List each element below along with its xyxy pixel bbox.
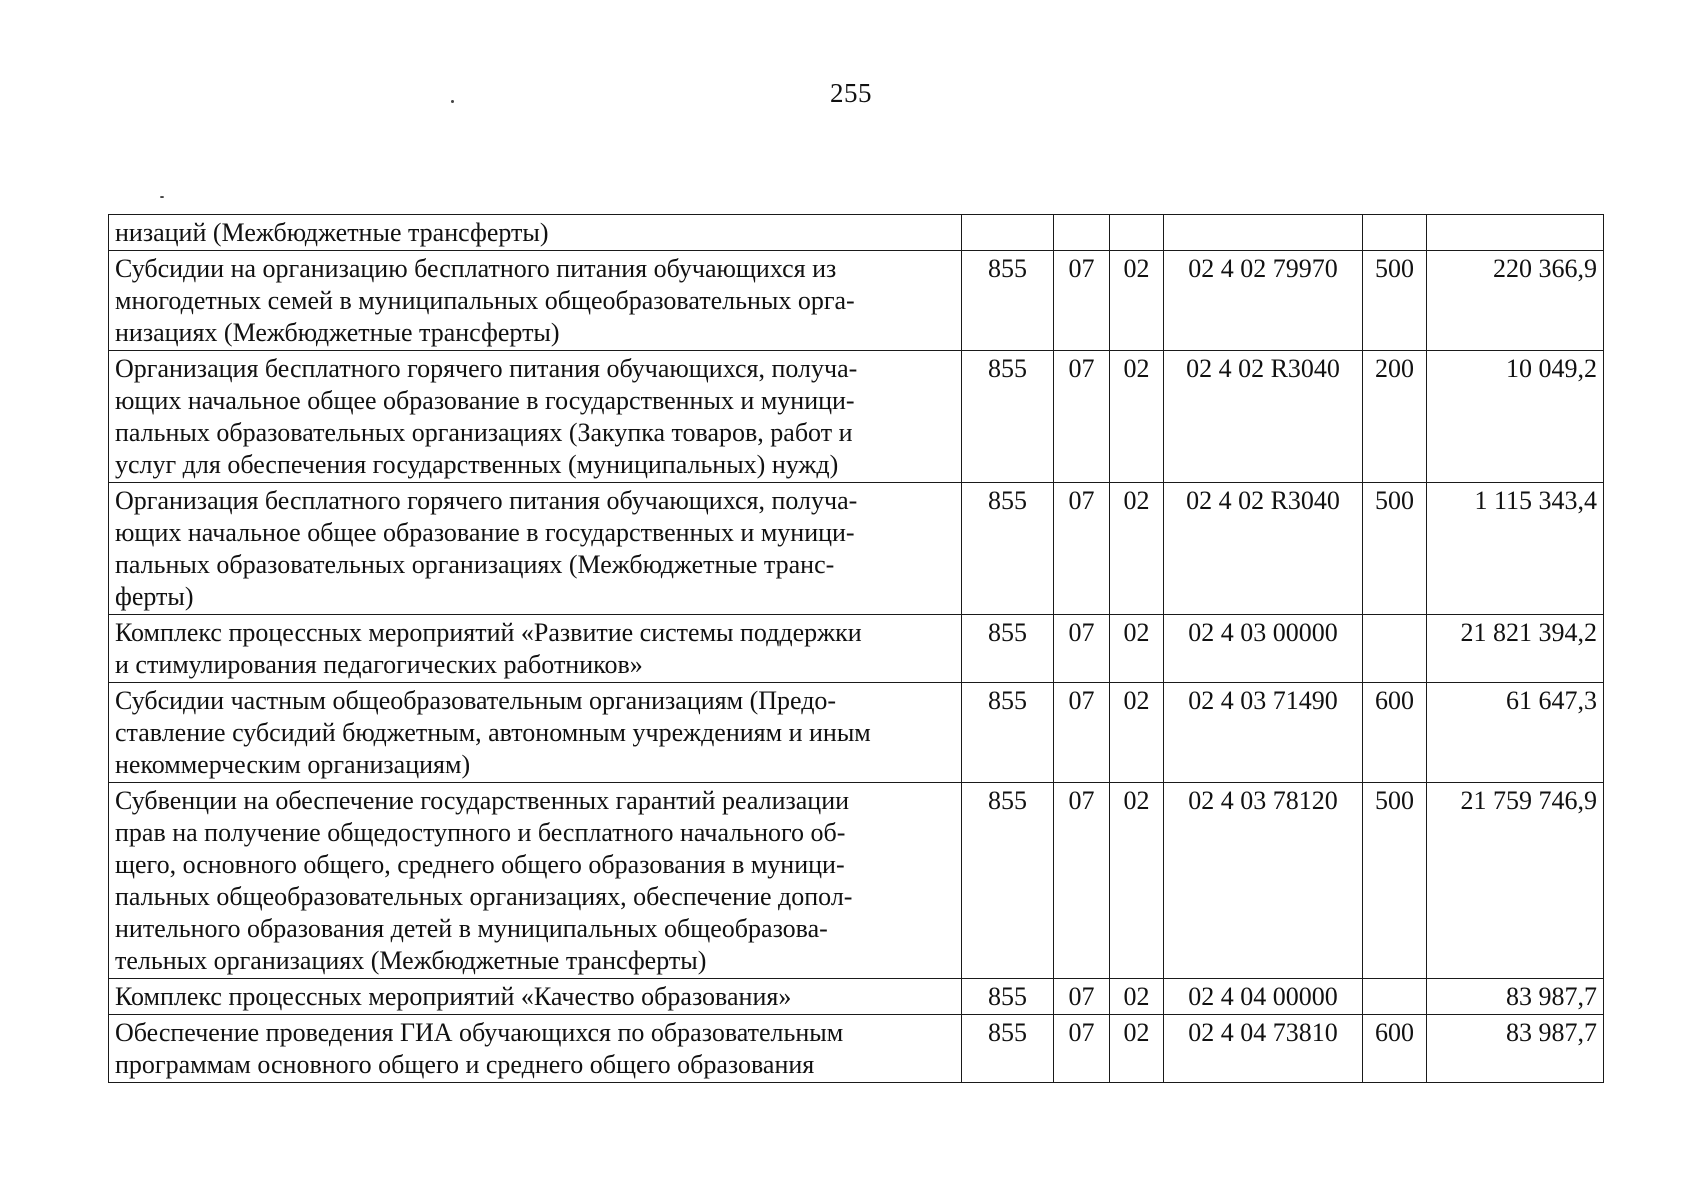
scan-speck	[451, 100, 454, 103]
description-line: ющих начальное общее образование в государственных и муници-	[115, 518, 855, 547]
table-row	[109, 251, 1604, 351]
description-line: пальных общеобразовательных организациях, обеспечение допол-	[115, 882, 853, 911]
description-line: программам основного общего и среднего общего образования	[115, 1050, 815, 1079]
description-line: Организация бесплатного горячего питания обучающихся, получа-	[115, 354, 858, 383]
expense-type-cell: 200	[1363, 351, 1427, 483]
subsection-code-cell: 02	[1110, 615, 1164, 683]
subsection-code-cell: 02	[1110, 483, 1164, 615]
table-row	[109, 215, 1604, 251]
amount-cell: 10 049,2	[1427, 351, 1604, 483]
description-cell	[109, 215, 962, 251]
ministry-code-cell: 855	[962, 351, 1054, 483]
amount-cell: 220 366,9	[1427, 251, 1604, 351]
amount-cell	[1427, 215, 1604, 251]
expense-type-cell: 600	[1363, 683, 1427, 783]
subsection-code-cell: 02	[1110, 351, 1164, 483]
section-code-cell: 07	[1054, 251, 1110, 351]
amount-cell: 83 987,7	[1427, 979, 1604, 1015]
description-line: пальных образовательных организациях (Межбюджетные транс-	[115, 550, 835, 579]
table-row	[109, 783, 1604, 979]
description-line: Комплекс процессных мероприятий «Качество образования»	[115, 982, 792, 1011]
section-code-cell: 07	[1054, 783, 1110, 979]
target-article-cell: 02 4 02 R3040	[1164, 351, 1363, 483]
ministry-code-cell: 855	[962, 783, 1054, 979]
amount-cell: 21 759 746,9	[1427, 783, 1604, 979]
description-line: тельных организациях (Межбюджетные трансферты)	[115, 946, 707, 975]
ministry-code-cell: 855	[962, 1015, 1054, 1083]
description-cell	[109, 615, 962, 683]
description-line: многодетных семей в муниципальных общеобразовательных орга-	[115, 286, 855, 315]
description-line: Субсидии частным общеобразовательным организациям (Предо-	[115, 686, 837, 715]
expense-type-cell: 600	[1363, 1015, 1427, 1083]
subsection-code-cell: 02	[1110, 1015, 1164, 1083]
description-line: Организация бесплатного горячего питания обучающихся, получа-	[115, 486, 858, 515]
expense-type-cell: 500	[1363, 483, 1427, 615]
section-code-cell: 07	[1054, 351, 1110, 483]
target-article-cell: 02 4 04 73810	[1164, 1015, 1363, 1083]
ministry-code-cell: 855	[962, 483, 1054, 615]
target-article-cell: 02 4 02 R3040	[1164, 483, 1363, 615]
target-article-cell: 02 4 03 00000	[1164, 615, 1363, 683]
description-cell	[109, 979, 962, 1015]
target-article-cell: 02 4 02 79970	[1164, 251, 1363, 351]
description-cell	[109, 251, 962, 351]
description-cell	[109, 783, 962, 979]
description-line: и стимулирования педагогических работников»	[115, 650, 643, 679]
section-code-cell	[1054, 215, 1110, 251]
section-code-cell: 07	[1054, 979, 1110, 1015]
description-cell	[109, 483, 962, 615]
description-line: щего, основного общего, среднего общего образования в муници-	[115, 850, 845, 879]
section-code-cell: 07	[1054, 483, 1110, 615]
expense-type-cell	[1363, 979, 1427, 1015]
expense-type-cell: 500	[1363, 251, 1427, 351]
description-line: Комплекс процессных мероприятий «Развитие системы поддержки	[115, 618, 862, 647]
amount-cell: 1 115 343,4	[1427, 483, 1604, 615]
description-line: нительного образования детей в муниципальных общеобразова-	[115, 914, 828, 943]
description-line: услуг для обеспечения государственных (муниципальных) нужд)	[115, 450, 839, 479]
table-row	[109, 979, 1604, 1015]
description-line: Субсидии на организацию бесплатного питания обучающихся из	[115, 254, 837, 283]
description-line: низаций (Межбюджетные трансферты)	[115, 218, 549, 247]
budget-table	[108, 214, 1604, 1083]
table-row	[109, 1015, 1604, 1083]
expense-type-cell: 500	[1363, 783, 1427, 979]
amount-cell: 21 821 394,2	[1427, 615, 1604, 683]
table-row	[109, 683, 1604, 783]
expense-type-cell	[1363, 615, 1427, 683]
ministry-code-cell	[962, 215, 1054, 251]
subsection-code-cell: 02	[1110, 683, 1164, 783]
table-row	[109, 615, 1604, 683]
subsection-code-cell: 02	[1110, 979, 1164, 1015]
description-cell	[109, 1015, 962, 1083]
scan-speck	[160, 196, 164, 198]
ministry-code-cell: 855	[962, 683, 1054, 783]
section-code-cell: 07	[1054, 683, 1110, 783]
target-article-cell: 02 4 04 00000	[1164, 979, 1363, 1015]
description-line: Обеспечение проведения ГИА обучающихся по образовательным	[115, 1018, 844, 1047]
description-line: ющих начальное общее образование в государственных и муници-	[115, 386, 855, 415]
target-article-cell: 02 4 03 78120	[1164, 783, 1363, 979]
description-cell	[109, 683, 962, 783]
ministry-code-cell: 855	[962, 979, 1054, 1015]
section-code-cell: 07	[1054, 615, 1110, 683]
amount-cell: 61 647,3	[1427, 683, 1604, 783]
description-line: прав на получение общедоступного и бесплатного начального об-	[115, 818, 846, 847]
target-article-cell	[1164, 215, 1363, 251]
target-article-cell: 02 4 03 71490	[1164, 683, 1363, 783]
description-line: пальных образовательных организациях (Закупка товаров, работ и	[115, 418, 853, 447]
expense-type-cell	[1363, 215, 1427, 251]
ministry-code-cell: 855	[962, 251, 1054, 351]
description-line: низациях (Межбюджетные трансферты)	[115, 318, 560, 347]
subsection-code-cell: 02	[1110, 783, 1164, 979]
table-row	[109, 351, 1604, 483]
budget-table-body	[109, 215, 1604, 1083]
section-code-cell: 07	[1054, 1015, 1110, 1083]
subsection-code-cell	[1110, 215, 1164, 251]
page-number: 255	[830, 78, 872, 108]
description-line: ферты)	[115, 582, 194, 611]
description-line: Субвенции на обеспечение государственных гарантий реализации	[115, 786, 850, 815]
description-line: некоммерческим организациям)	[115, 750, 471, 779]
ministry-code-cell: 855	[962, 615, 1054, 683]
amount-cell: 83 987,7	[1427, 1015, 1604, 1083]
description-cell	[109, 351, 962, 483]
table-row	[109, 483, 1604, 615]
subsection-code-cell: 02	[1110, 251, 1164, 351]
description-line: ставление субсидий бюджетным, автономным учреждениям и иным	[115, 718, 871, 747]
